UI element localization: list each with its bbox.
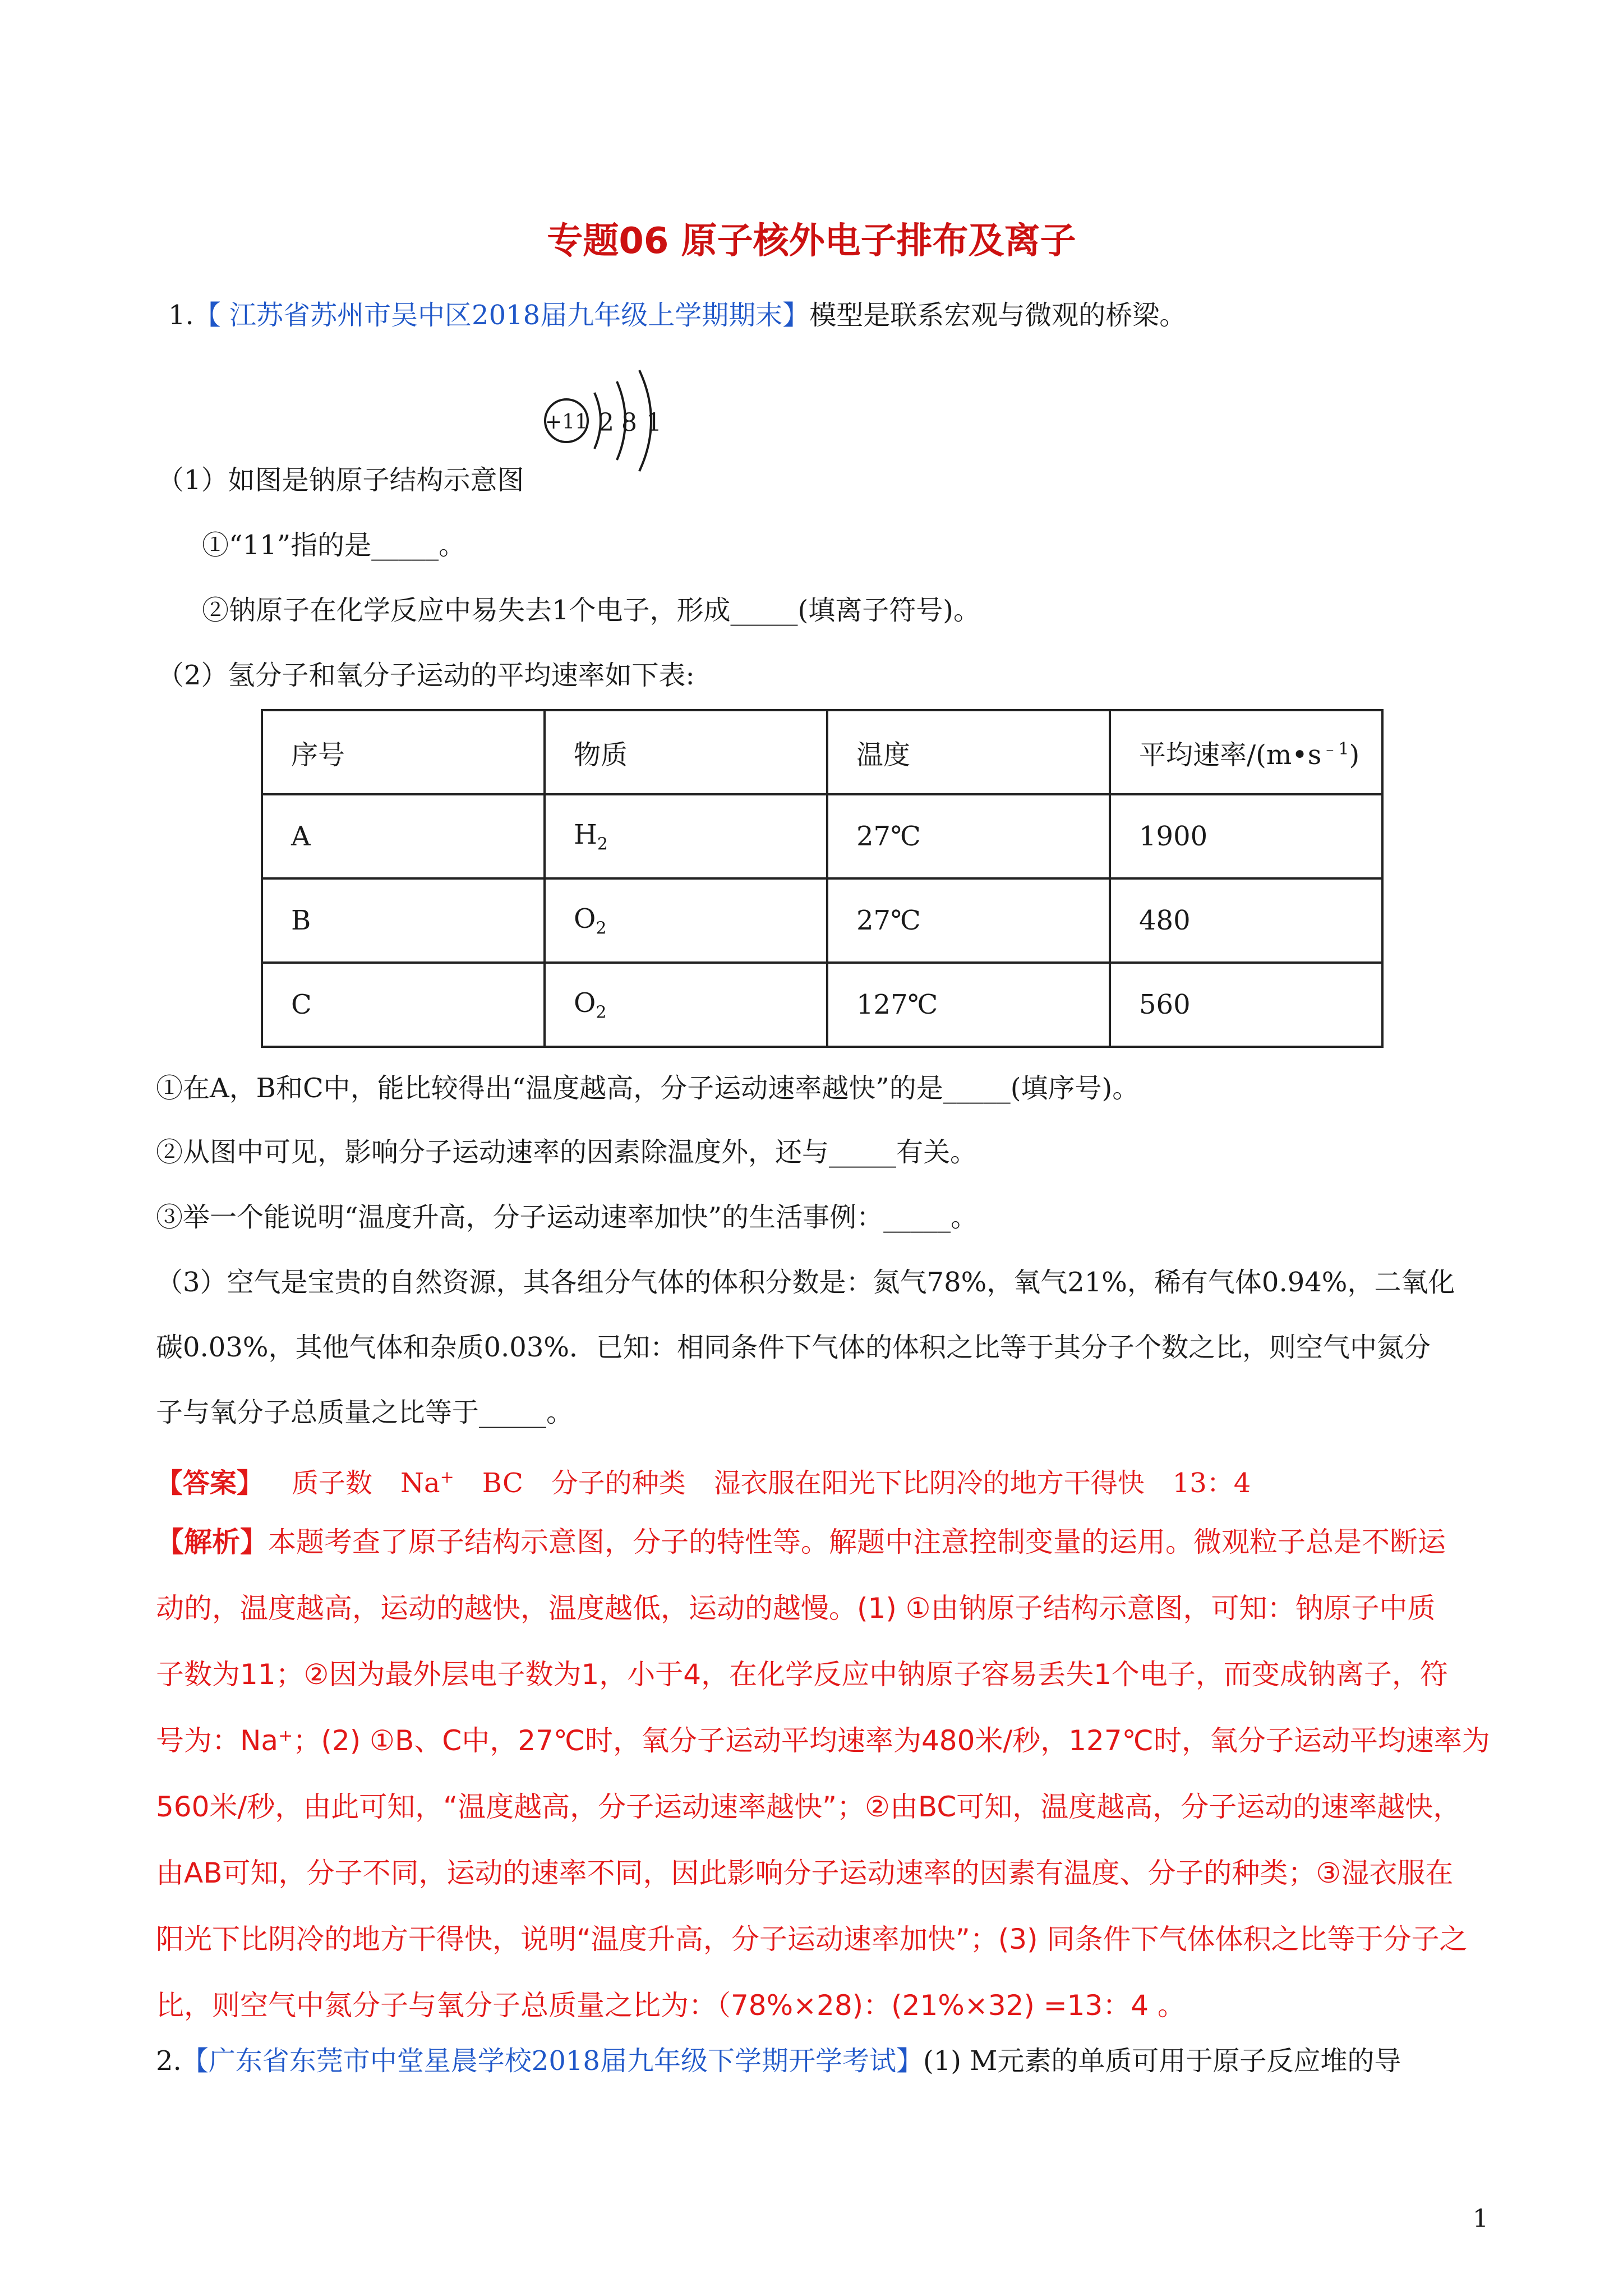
- speed-table: [261, 709, 1384, 1048]
- part3-line-2: 碳0.03%，其他气体和杂质0.03%．已知：相同条件下气体的体积之比等于其分子个数之比，则空气中氮分: [156, 1332, 1431, 1363]
- table-header-cell: [1110, 710, 1382, 794]
- table-header-row: [262, 710, 1382, 794]
- question-1-header: [168, 298, 1186, 332]
- row-speed: 480: [1110, 878, 1382, 963]
- shell-3-count: 1: [646, 408, 662, 437]
- question-stem: 模型是联系宏观与微观的桥梁。: [809, 300, 1187, 331]
- row-substance: $O_2$: [545, 963, 827, 1047]
- part2-question-b: ②从图中可见，影响分子运动速率的因素除温度外，还与_____有关。: [156, 1137, 978, 1168]
- table-header-cell: 序号: [262, 710, 545, 794]
- shell-1-count: 2: [598, 408, 614, 437]
- row-substance: $H_2$: [545, 794, 827, 878]
- question-source: 【广东省东莞市中堂星晨学校2018届九年级下学期开学考试】: [181, 2045, 923, 2077]
- analysis-line: 560米/秒，由此可知，“温度越高，分子运动速率越快”；②由BC可知，温度越高，分子运动的速率越快，: [156, 1791, 1461, 1823]
- analysis-line: 由AB可知，分子不同，运动的速率不同，因此影响分子运动速率的因素有温度、分子的种类；③湿衣服在: [156, 1857, 1454, 1889]
- row-substance: $O_2$: [545, 878, 827, 963]
- part1-intro: （1）如图是钠原子结构示意图: [157, 464, 524, 496]
- part1-question-b: ②钠原子在化学反应中易失去1个电子，形成_____(填离子符号)。: [202, 595, 980, 626]
- question-number: 2.: [156, 2045, 182, 2077]
- part1-question-a: ①“11”指的是_____。: [202, 530, 466, 561]
- analysis-line: 号为：Na⁺；(2) ①B、C中，27℃时，氧分子运动平均速率为480米/秒，127℃时，氧分子运动平均速率为: [156, 1724, 1490, 1757]
- analysis-line: 【解析】本题考查了原子结构示意图，分子的特性等。解题中注意控制变量的运用。微观粒子总是不断运: [156, 1526, 1446, 1558]
- answer-4: 分子的种类: [551, 1467, 686, 1499]
- part3-line-3: 子与氧分子总质量之比等于_____。: [156, 1397, 574, 1428]
- analysis-line: 比，则空气中氮分子与氧分子总质量之比为：（78%×28)：(21%×32) =13：4 。: [156, 1989, 1186, 2022]
- answer-6: 13：4: [1172, 1467, 1251, 1499]
- row-temp: 27℃: [827, 878, 1110, 963]
- speed-header-text: 平均速率/(m•s: [1139, 739, 1322, 771]
- question-stem: (1) M元素的单质可用于原子反应堆的导: [923, 2045, 1401, 2077]
- row-id: C: [262, 963, 545, 1047]
- table-header-cell: 温度: [827, 710, 1110, 794]
- table-header-cell: 物质: [545, 710, 827, 794]
- table-row: [262, 963, 1382, 1047]
- row-temp: 127℃: [827, 963, 1110, 1047]
- part2-intro: （2）氢分子和氧分子运动的平均速率如下表:: [157, 660, 695, 691]
- part2-question-c: ③举一个能说明“温度升高，分子运动速率加快”的生活事例：_____。: [156, 1202, 978, 1233]
- row-temp: 27℃: [827, 794, 1110, 878]
- question-number: 1.: [168, 300, 194, 331]
- question-source: 【 江苏省苏州市吴中区2018届九年级上学期期末】: [193, 300, 810, 331]
- question-2-header: [156, 2044, 1401, 2078]
- speed-header-exponent: ﹣1: [1321, 739, 1349, 759]
- row-speed: 1900: [1110, 794, 1382, 878]
- row-speed: 560: [1110, 963, 1382, 1047]
- analysis-label: 【解析】: [156, 1526, 268, 1558]
- row-id: B: [262, 878, 545, 963]
- answer-3: BC: [482, 1467, 523, 1499]
- part3-line-1: （3）空气是宝贵的自然资源，其各组分气体的体积分数是：氮气78%，氧气21%，稀有气体0.94%，二氧化: [156, 1267, 1455, 1298]
- analysis-line: 动的，温度越高，运动的越快，温度越低，运动的越慢。(1) ①由钠原子结构示意图，可知：钠原子中质: [156, 1592, 1436, 1625]
- answer-label: 【答案】: [156, 1467, 264, 1499]
- answer-2-charge: +: [440, 1467, 454, 1487]
- answer-line: [156, 1461, 1251, 1500]
- part2-question-a: ①在A，B和C中，能比较得出“温度越高，分子运动速率越快”的是_____(填序号)。: [156, 1073, 1140, 1104]
- speed-header-close: ): [1349, 739, 1360, 771]
- answer-1: 质子数: [292, 1467, 373, 1499]
- sodium-atom-diagram: [538, 365, 673, 488]
- page-title: 专题06 原子核外电子排布及离子: [547, 220, 1076, 262]
- analysis-line: 阳光下比阴冷的地方干得快，说明“温度升高，分子运动速率加快”；(3) 同条件下气体体积之比等于分子之: [156, 1923, 1468, 1955]
- answer-5: 湿衣服在阳光下比阴冷的地方干得快: [713, 1467, 1145, 1499]
- shell-2-count: 8: [621, 408, 637, 437]
- table-row: [262, 878, 1382, 963]
- analysis-line: 子数为11；②因为最外层电子数为1，小于4，在化学反应中钠原子容易丢失1个电子，而变成钠离子，符: [156, 1658, 1448, 1691]
- answer-2: Na: [400, 1467, 440, 1499]
- page-number: 1: [1473, 2205, 1488, 2233]
- nucleus-charge: +11: [545, 411, 588, 434]
- table-row: [262, 794, 1382, 878]
- row-id: A: [262, 794, 545, 878]
- analysis-block: [156, 1509, 1490, 2039]
